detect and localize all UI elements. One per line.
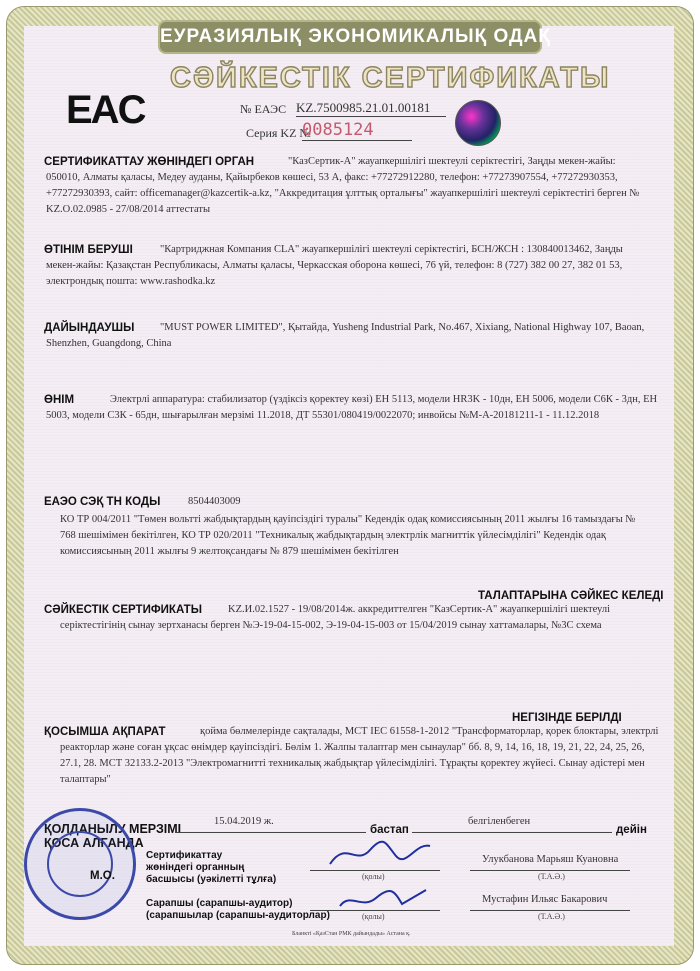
series-label: Серия KZ № [246,126,311,140]
hologram-sticker [455,100,501,146]
expert-name-caption: (Т.А.Ә.) [538,912,565,921]
organ-label: СЕРТИФИКАТТАУ ЖӨНІНДЕГІ ОРГАН [44,156,255,168]
applicant-line-1: "Картриджная Компания CLA" жауапкершілігі шектеулі серіктестігі, БСН/ЖСН : 130840013462, Заңды [160,244,623,255]
maker-label: ДАЙЫНДАУШЫ [44,322,135,334]
number-label: № ЕАЭС [240,102,287,116]
product-label: ӨНІМ [44,394,75,406]
eac-logo: EAC [66,88,145,132]
head-role-line-3: басшысы (уәкілетті тұлға) [146,874,277,885]
expert-name-line [470,910,630,911]
head-sign-line [310,870,440,871]
code-label: ЕАЭО СЭҚ ТН КОДЫ [44,496,161,508]
stamp-place-label: М.О. [90,870,115,882]
extra-line-3: 27.1, 28. МСТ 32133.2-2013 "Электромагнитті техникалық жабдықтар үйлесімділігі. Тұрақты қоректеу жүйесі. Сынау әдістері мен [60,758,645,769]
start-date-line [176,832,366,833]
product-line-1: Электрлі аппаратура: стабилизатор (үздіксіз қоректеу көзі) ЕН 5113, модели HR3K - 10дн, ЕН 5006, модели С6К - 3дн, ЕН [110,394,658,405]
series-number: 0085124 [302,120,412,141]
compliance-label: ТАЛАПТАРЫНА СӘЙКЕС КЕЛЕДІ [478,590,664,602]
extra-line-1: қойма бөлмелерінде сақталады, МСТ IEC 61558-1-2012 "Трансформаторлар, қорек блоктары, электрлі [200,726,659,737]
validity-start-date: 15.04.2019 ж. [214,816,274,827]
head-name-caption: (Т.А.Ә.) [538,872,565,881]
head-sign-caption: (қолы) [362,872,385,881]
end-date-line [412,832,612,833]
certificate-title: СӘЙКЕСТІК СЕРТИФИКАТЫ [170,62,611,94]
cert-basis-line-1: KZ.И.02.1527 - 19/08/2014ж. аккредиттелген "КазСертик-А" жауапкершілігі шектеулі [228,604,610,615]
expert-role-line-1: Сарапшы (сарапшы-аудитор) [146,898,293,909]
validity-inclusive-label: ҚОСА АЛҒАНДА [44,836,144,850]
cert-basis-line-2: серіктестігінің сынау зертханасы берген №Э-19-04-15-002, Э-19-04-15-003 от 15/04/2019 сынау хаттамалары, №3С схема [60,620,602,631]
extra-info-label: ҚОСЫМША АҚПАРАТ [44,726,166,738]
organ-line-3: +77272930393, сайт: officemanager@kazcertik-a.kz, "Аккредитация ұлттық орталығы" жауапкершілігі шектеулі серіктестігі берген № [46,188,640,199]
union-banner: ЕУРАЗИЯЛЫҚ ЭКОНОМИКАЛЫҚ ОДАҚ [160,22,540,52]
tr-line-2: 768 шешімімен бекітілген, КО ТР 020/2011 "Техникалық жабдықтардың электрлік магниттік үйлесімділігі" Кедендік одақ [60,530,607,541]
organ-line-4: KZ.O.02.0985 - 27/08/2014 аттестаты [46,204,211,215]
official-seal [24,808,136,920]
validity-label: ҚОЛДАНЫЛУ МЕРЗІМІ [44,822,182,836]
validity-end-word: дейін [616,824,647,836]
certificate-number: KZ.7500985.21.01.00181 [296,100,446,117]
head-role-line-1: Сертификаттау [146,850,223,861]
tr-line-3: комиссиясының 2011 жылғы 9 желтоқсандағы № 879 шешімімен бекітілген [60,546,399,557]
applicant-label: ӨТІНІМ БЕРУШІ [44,244,133,256]
expert-sign-caption: (қолы) [362,912,385,921]
organ-line-2: 050010, Алматы қаласы, Медеу ауданы, Қайырбеков көшесі, 53 А, факс: +77272912280, телефон: +77273907554, +77272930353, [46,172,618,183]
tr-line-1: КО ТР 004/2011 "Төмен вольтті жабдықтардың қауіпсіздігі туралы" Кедендік одақ комиссиясының 2011 жылғы 16 тамыздағы № [60,514,636,525]
validity-start-word: бастап [370,824,409,836]
validity-end-date: белгіленбеген [468,816,531,827]
issued-label: НЕГІЗІНДЕ БЕРІЛДІ [512,712,622,724]
organ-line-1: "КазСертик-А" жауапкершілігі шектеулі серіктестігі, Заңды мекен-жайы: [288,156,616,167]
maker-line-1: "MUST POWER LIMITED", Қытайда, Yusheng Industrial Park, No.467, Xixiang, National Highway 107, Baoan, [160,322,645,333]
expert-name: Мустафин Ильяс Бакарович [482,894,608,905]
head-name: Улукбанова Марьяш Куановна [482,854,619,865]
head-name-line [470,870,630,871]
extra-line-2: реакторлар және соған ұқсас өнімдер қауіпсіздігі. Бөлім 1. Жалпы талаптар мен сынаулар" бб. 8, 9, 14, 16, 18, 19, 21, 22, 24, 25, 26, [60,742,645,753]
extra-line-4: талаптары" [60,774,111,785]
code-value: 8504403009 [188,496,241,507]
cert-basis-label: СӘЙКЕСТІК СЕРТИФИКАТЫ [44,604,202,616]
maker-line-2: Shenzhen, Guangdong, China [46,338,172,349]
applicant-line-3: электрондық пошта: www.rashodka.kz [46,276,216,287]
applicant-line-2: мекен-жайы: Қазақстан Республикасы, Алматы қаласы, Черкасская оборона көшесі, 76 үй, телефон: 8 (727) 382 00 27, 382 01 53, [46,260,623,271]
expert-role-line-2: (сарапшылар (сарапшы-аудиторлар) [146,910,330,921]
expert-sign-line [310,910,440,911]
expert-signature [336,886,436,919]
blank-footer: Бланкті «ҚазСтан РМК дайындады» Астана қ. [292,931,411,937]
product-line-2: 5003, модели С3К - 65дн, шығарылған мерзімі 11.2018, ДТ 55301/080419/0022070; инвойсы №М-А-20181211-1 - 11.12.2018 [46,410,600,421]
head-role-line-2: жөніндегі органның [146,862,245,873]
